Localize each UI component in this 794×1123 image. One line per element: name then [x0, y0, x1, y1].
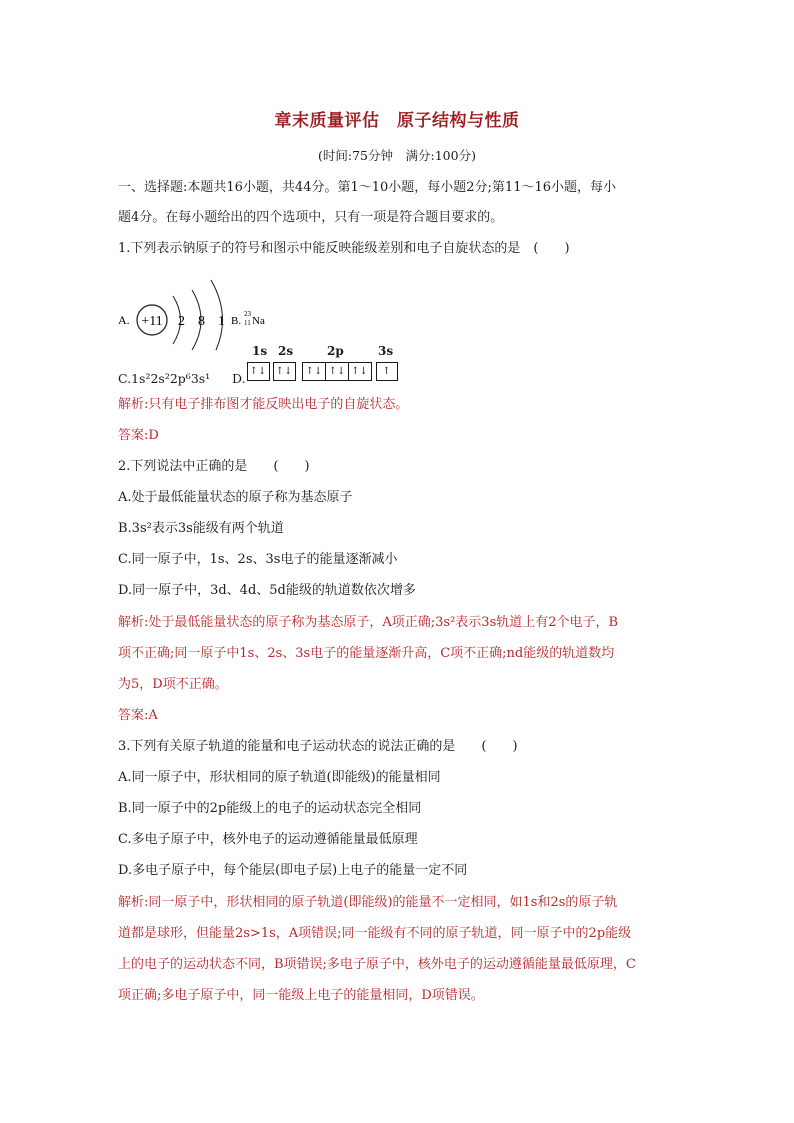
q2-analysis-line-2: 项不正确;同一原子中1s、2s、3s电子的能量逐渐升高，C项不正确;nd能级的轨道数均 — [118, 646, 615, 661]
paired-arrows-icon: ↑↓ — [303, 363, 326, 380]
q2-analysis-line-3: 为5，D项不正确。 — [118, 677, 228, 692]
page-title: 章末质量评估 原子结构与性质 — [274, 111, 520, 131]
sublevel-3s-label: 3s — [378, 344, 394, 358]
q1-option-a-atomic-structure-diagram — [118, 262, 368, 350]
q1-analysis: 解析:只有电子排布图才能反映出电子的自旋状态。 — [118, 397, 409, 412]
q2-option-b: B.3s²表示3s能级有两个轨道 — [118, 521, 284, 536]
paired-arrows-icon: ↑↓ — [275, 366, 293, 377]
q3-option-c: C.多电子原子中，核外电子的运动遵循能量最低原理 — [118, 832, 418, 847]
shell-2-electrons: 8 — [198, 314, 205, 329]
orbital-2p — [302, 362, 372, 381]
q1-option-c: C.1s²2s²2p⁶3s¹ — [118, 371, 211, 386]
q3-option-b: B.同一原子中的2p能级上的电子的运动状态完全相同 — [118, 801, 422, 816]
q1-option-b-atomic-number: 11 — [244, 319, 251, 327]
q3-analysis-line-1: 解析:同一原子中，形状相同的原子轨道(即能级)的能量不一定相同，如1s和2s的原子轨 — [118, 895, 618, 910]
section-instructions-line-2: 题4分。在每小题给出的四个选项中，只有一项是符合题目要求的。 — [118, 210, 504, 225]
q3-stem: 3.下列有关原子轨道的能量和电子运动状态的说法正确的是 ( ) — [118, 739, 518, 754]
q3-analysis-line-2: 道都是球形，但能量2s>1s，A项错误;同一能级有不同的原子轨道，同一原子中的2p能级 — [118, 926, 632, 941]
q1-answer: 答案:D — [118, 428, 159, 443]
q2-option-d: D.同一原子中，3d、4d、5d能级的轨道数依次增多 — [118, 583, 416, 598]
section-instructions-line-1: 一、选择题:本题共16小题，共44分。第1～10小题，每小题2分;第11～16小题，每小 — [118, 180, 617, 195]
q3-option-a: A.同一原子中，形状相同的原子轨道(即能级)的能量相同 — [118, 770, 441, 785]
q2-option-a: A.处于最低能量状态的原子称为基态原子 — [118, 490, 353, 505]
page-subtitle: (时间:75分钟 满分:100分) — [318, 148, 476, 163]
q2-option-c: C.同一原子中，1s、2s、3s电子的能量逐渐减小 — [118, 552, 398, 567]
paired-arrows-icon: ↑↓ — [249, 366, 267, 377]
q3-option-d: D.多电子原子中，每个能层(即电子层)上电子的能量一定不同 — [118, 863, 468, 878]
q2-analysis-line-1: 解析:处于最低能量状态的原子称为基态原子，A项正确;3s²表示3s轨道上有2个电子，B — [118, 615, 619, 630]
shell-3-electrons: 1 — [218, 314, 225, 329]
sublevel-2s-label: 2s — [278, 344, 294, 358]
orbital-2s — [273, 362, 296, 381]
q1-stem: 1.下列表示钠原子的符号和图示中能反映能级差别和电子自旋状态的是 ( ) — [118, 241, 570, 256]
q2-answer: 答案:A — [118, 708, 158, 723]
orbital-1s — [247, 362, 270, 381]
paired-arrows-icon: ↑↓ — [351, 366, 368, 377]
nucleus-charge: +11 — [141, 314, 163, 329]
q3-analysis-line-4: 项正确;多电子原子中，同一能级上电子的能量相同，D项错误。 — [118, 988, 484, 1003]
shell-1-electrons: 2 — [178, 314, 185, 329]
q3-analysis-line-3: 上的电子的运动状态不同，B项错误;多电子原子中，核外电子的运动遵循能量最低原理，C — [118, 957, 636, 972]
q1-option-d-label: D. — [232, 371, 246, 386]
paired-arrows-icon: ↑↓ — [326, 363, 349, 380]
q1-option-b-symbol: Na — [252, 315, 265, 327]
q1-option-b-label: B. — [231, 315, 242, 327]
orbital-3s — [376, 362, 398, 381]
up-arrow-icon: ↑ — [382, 366, 391, 377]
q1-option-b-mass-number: 23 — [244, 310, 251, 318]
sublevel-1s-label: 1s — [252, 344, 268, 358]
q1-option-d-orbital-diagram — [247, 344, 407, 384]
q2-stem: 2.下列说法中正确的是 ( ) — [118, 459, 310, 474]
q1-option-a-label: A. — [118, 313, 130, 327]
sublevel-2p-label: 2p — [327, 344, 344, 358]
